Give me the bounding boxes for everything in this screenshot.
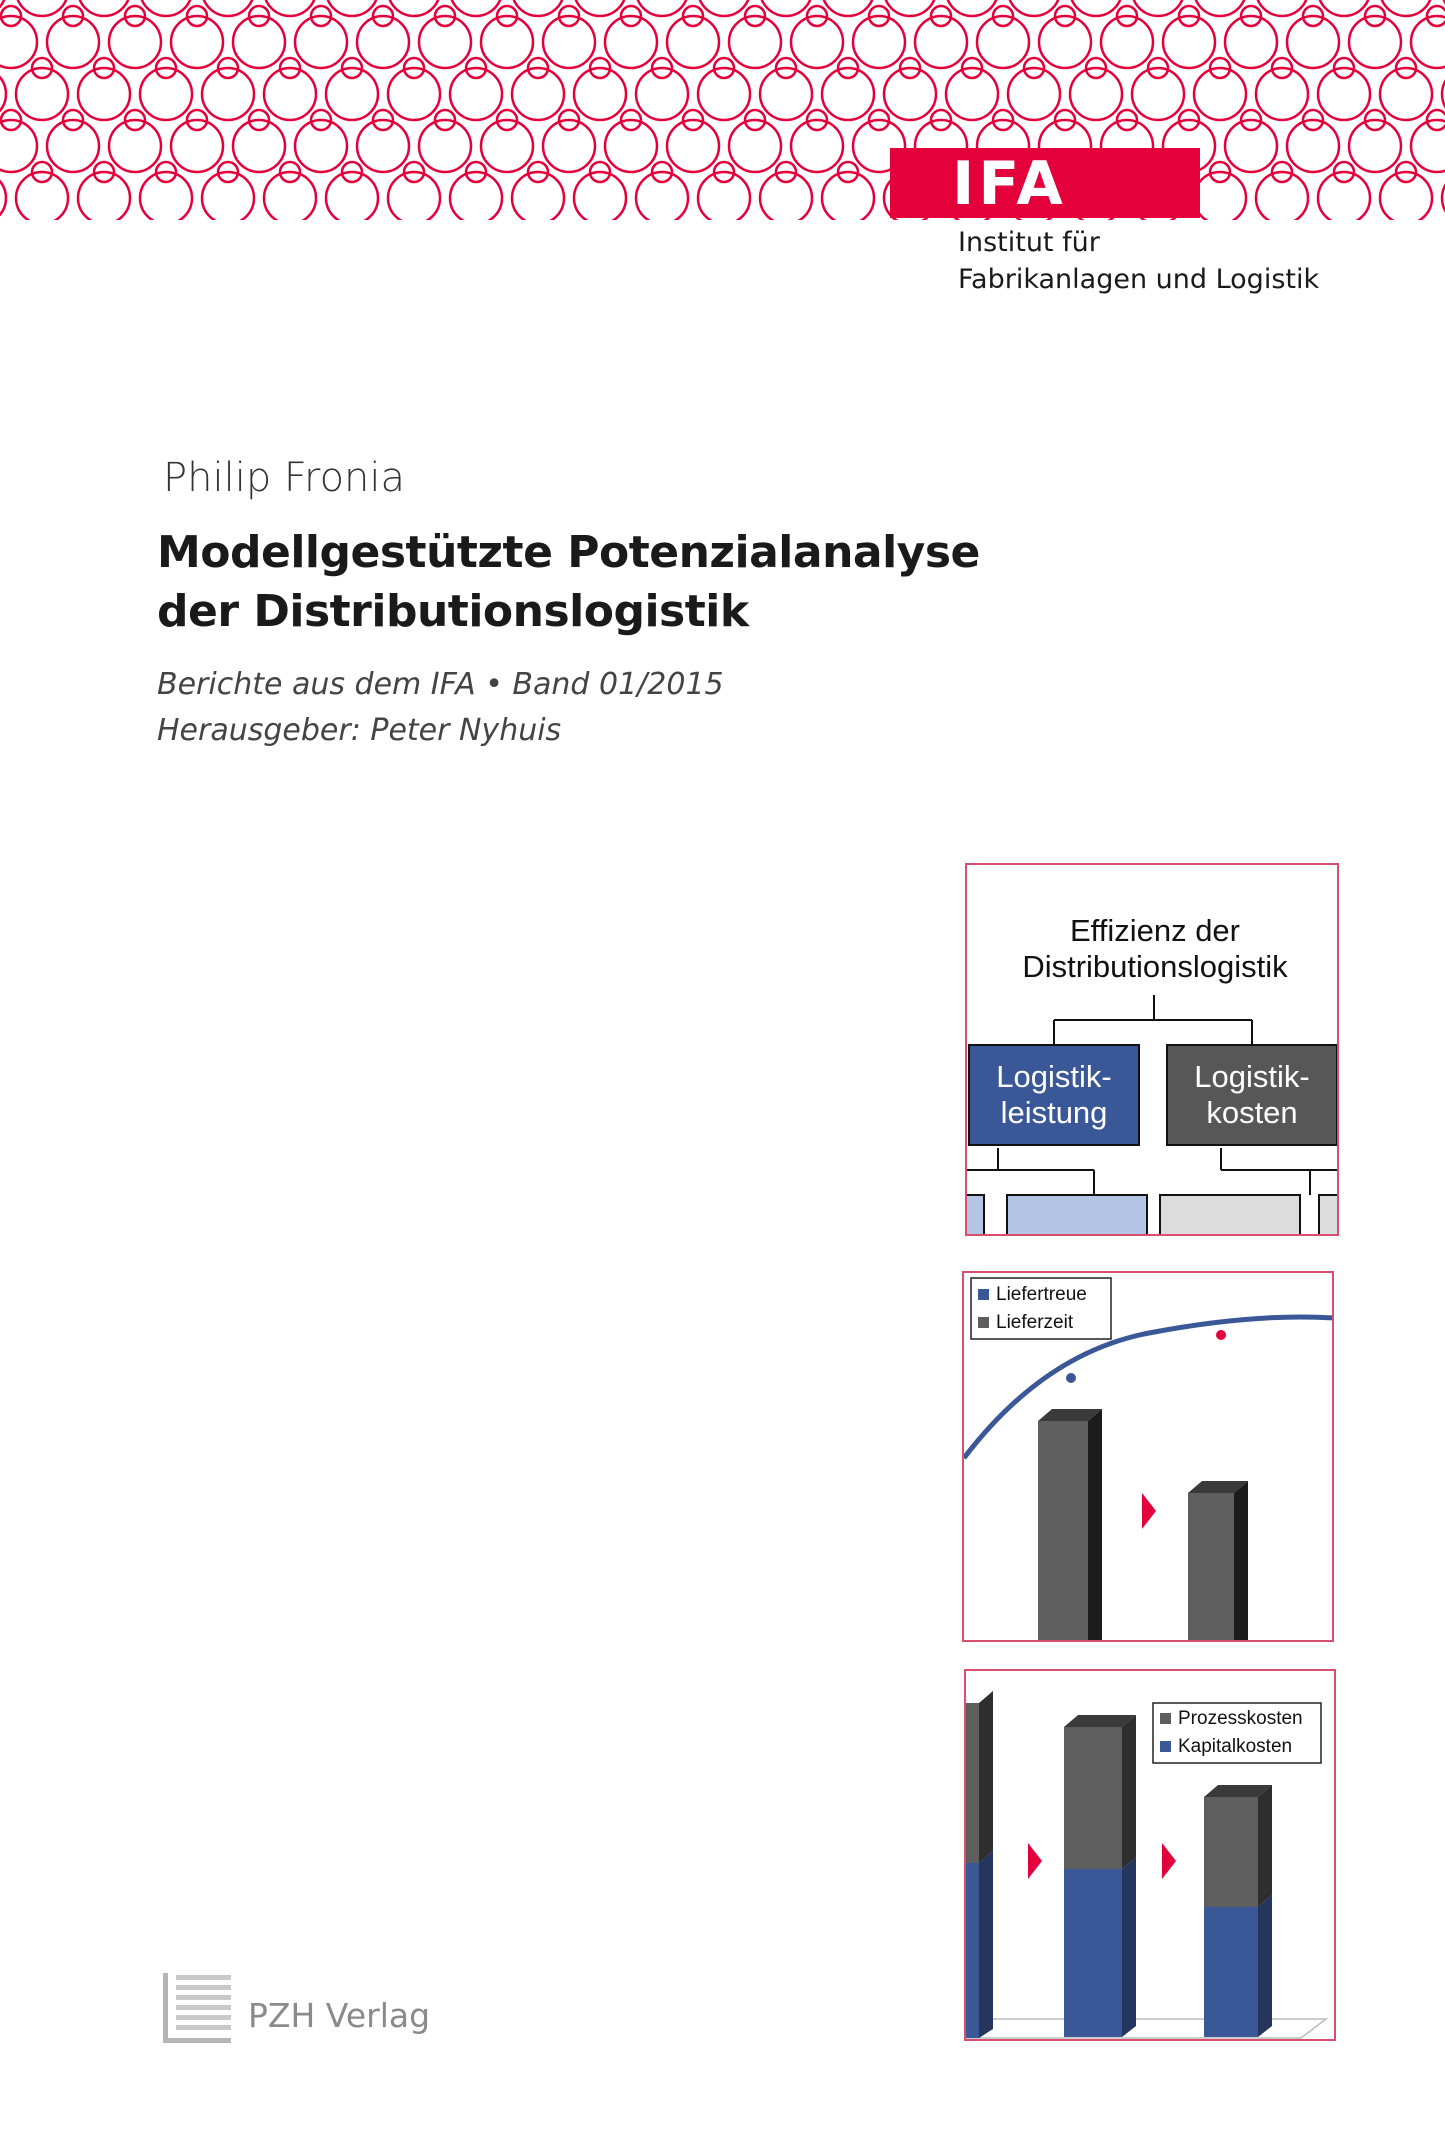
performance-chart [964, 1273, 1332, 1640]
hierarchy-diagram-panel [965, 863, 1339, 1236]
book-author: Philip Fronia [163, 455, 406, 501]
root-node-line1: Effizienz der [1069, 913, 1241, 948]
legend-swatch-gray [978, 1317, 989, 1328]
child-node-costs [1160, 1195, 1300, 1234]
right-node-line1: Logistik- [1194, 1059, 1310, 1094]
left-node-line1: Logistik- [996, 1059, 1112, 1094]
child-node-partial-left [967, 1195, 984, 1234]
arrow-right-icon [1142, 1493, 1156, 1529]
book-editor: Herausgeber: Peter Nyhuis [157, 713, 562, 748]
curve-point-blue [1066, 1373, 1076, 1383]
book-series: Berichte aus dem IFA • Band 01/2015 [157, 667, 724, 702]
right-node-line2: kosten [1206, 1095, 1298, 1130]
curve-point-red [1216, 1330, 1226, 1340]
institute-name-line2: Fabrikanlagen und Logistik [958, 264, 1320, 295]
ifa-logo: IFA [952, 149, 1067, 219]
root-node-line2: Distributionslogistik [1022, 949, 1288, 984]
book-title-line1: Modellgestützte Potenzialanalyse [157, 527, 980, 578]
costs-chart [966, 1671, 1334, 2039]
left-node-line2: leistung [1000, 1095, 1108, 1130]
legend-item-1: Liefertreue [996, 1284, 1087, 1305]
publisher-name: PZH Verlag [248, 1996, 431, 2035]
legend-item-1: Prozesskosten [1178, 1708, 1303, 1729]
legend-swatch-blue [1160, 1741, 1171, 1752]
book-title-line2: der Distributionslogistik [157, 586, 749, 637]
bar-tall [1038, 1409, 1102, 1640]
child-node-partial-right [1319, 1195, 1337, 1234]
arrow-right-icon-1 [1028, 1843, 1042, 1879]
pzh-logo-icon [163, 1973, 231, 2043]
child-node-performance [1007, 1195, 1147, 1234]
arrow-right-icon-2 [1162, 1843, 1176, 1879]
legend-item-2: Lieferzeit [996, 1312, 1074, 1333]
hierarchy-diagram [967, 865, 1337, 1234]
bar-partial-left [966, 1691, 993, 2038]
bar-middle [1064, 1715, 1136, 2037]
legend-swatch-blue [978, 1289, 989, 1300]
legend-swatch-gray [1160, 1713, 1171, 1724]
bar-short [1188, 1481, 1248, 1640]
bar-right [1204, 1785, 1272, 2037]
circle-pattern-header [0, 0, 1445, 220]
legend-item-2: Kapitalkosten [1178, 1736, 1293, 1757]
performance-chart-panel [962, 1271, 1334, 1642]
institute-name-line1: Institut für [958, 227, 1100, 258]
costs-chart-panel [964, 1669, 1336, 2041]
